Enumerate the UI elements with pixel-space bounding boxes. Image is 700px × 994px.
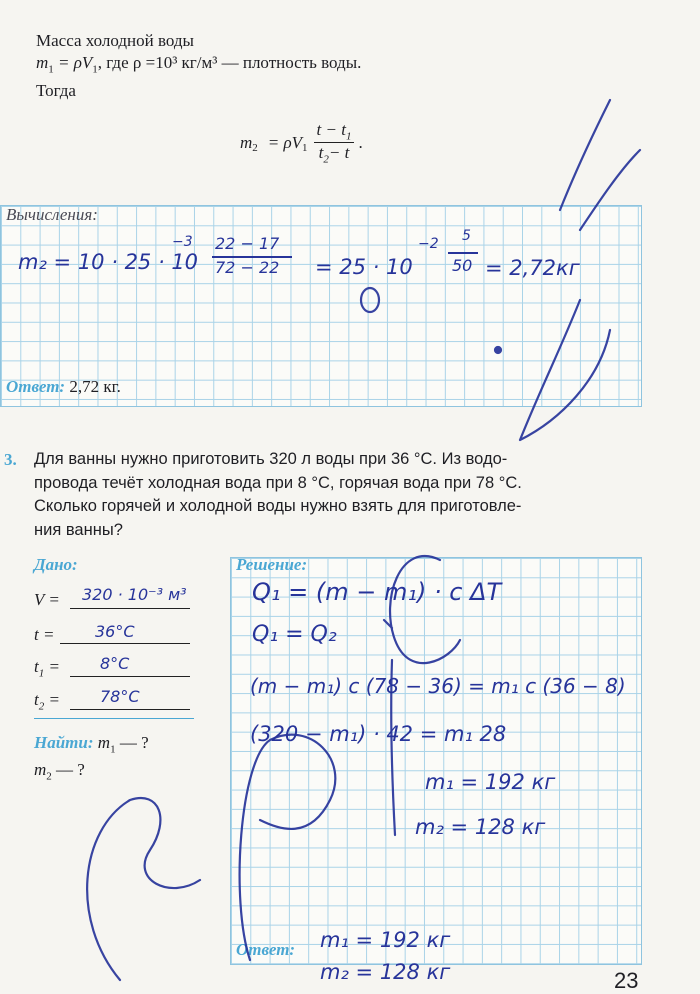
- top-line-3: Тогда: [36, 81, 76, 101]
- solution-label: Решение:: [236, 555, 308, 574]
- overlay-stroke-i: [384, 620, 395, 835]
- solution-line-2: Q₁ = Q₂: [252, 622, 337, 647]
- given-t-label: t =: [34, 625, 55, 644]
- given-t1-value: 8°C: [100, 654, 130, 673]
- calc-answer-value: 2,72 кг.: [65, 377, 121, 396]
- task3-line-1: Для ванны нужно приготовить 320 л воды при 36 °С. Из водо-: [34, 450, 508, 468]
- calc-exp-1: −3: [172, 234, 193, 250]
- given-v-value: 320 · 10⁻³ м³: [82, 585, 187, 604]
- calc-result: = 2,72кг: [485, 256, 580, 280]
- top-line-1: Масса холодной воды: [36, 31, 194, 50]
- formula-fraction: $t - t_1$ $t_2- t$: [314, 120, 355, 166]
- given-t2-label: $t_2$ =: [34, 690, 60, 713]
- solution-answer-label: Ответ:: [236, 940, 296, 959]
- overlay-o: [361, 288, 379, 312]
- calc-frac2-den: 50: [452, 256, 473, 275]
- overlay-stroke-h: [560, 100, 640, 230]
- given-label: Дано:: [34, 555, 78, 574]
- calculations-label: Вычисления:: [6, 205, 98, 224]
- find-line-2: $m_2$ — ?: [34, 760, 85, 783]
- given-t2-value: 78°C: [100, 687, 140, 706]
- solution-answer-2: m₂ = 128 кг: [320, 960, 451, 984]
- solution-line-5: m₁ = 192 кг: [425, 770, 556, 794]
- calc-frac2-num: 5: [462, 228, 471, 244]
- task3-number: 3.: [4, 450, 17, 469]
- overlay-stroke-c: [390, 556, 460, 663]
- overlay-dot: [495, 347, 501, 353]
- overlay-stroke-p: [240, 735, 336, 960]
- task3-line-4: ния ванны?: [34, 520, 123, 539]
- task3-line-3: Сколько горячей и холодной воды нужно взять для приготовле-: [34, 497, 522, 515]
- page-number: 23: [614, 968, 639, 993]
- calc-handwritten-main: m₂ = 10 · 25 · 10: [18, 250, 199, 274]
- calc-exp-2: −2: [418, 236, 439, 252]
- given-t1-label: $t_1$ =: [34, 657, 60, 680]
- overlay-stroke-s: [87, 798, 200, 980]
- solution-line-3: (m − m₁) c (78 − 36) = m₁ c (36 − 8): [250, 674, 626, 698]
- find-line-1: Найти: $m_1$ — ?: [34, 733, 149, 756]
- solution-answer-1: m₁ = 192 кг: [320, 928, 451, 952]
- formula-m2: m $_2$ = ρV $_1$ $t - t_1$ $t_2- t$ .: [240, 120, 363, 166]
- calc-eq-2: = 25 · 10: [315, 255, 413, 279]
- task3-line-2: провода течёт холодная вода при 8 °С, горячая вода при 78 °С.: [34, 473, 522, 492]
- solution-line-6: m₂ = 128 кг: [415, 815, 546, 839]
- calc-answer-label: Ответ:: [6, 377, 66, 396]
- solution-line-1: Q₁ = (m − m₁) · c ΔT: [252, 578, 502, 606]
- solution-line-4: (320 − m₁) · 42 = m₁ 28: [250, 722, 507, 746]
- given-t-value: 36°C: [95, 622, 135, 641]
- given-v-label: V =: [34, 590, 60, 609]
- overlay-stroke-a: [520, 300, 610, 440]
- calc-frac-den: 72 − 22: [215, 258, 280, 277]
- calc-frac-num: 22 − 17: [215, 234, 280, 253]
- top-line-2: $m_1 = \rho V_1$, где ρ =10³ кг/м³ — плотность воды.: [36, 53, 362, 76]
